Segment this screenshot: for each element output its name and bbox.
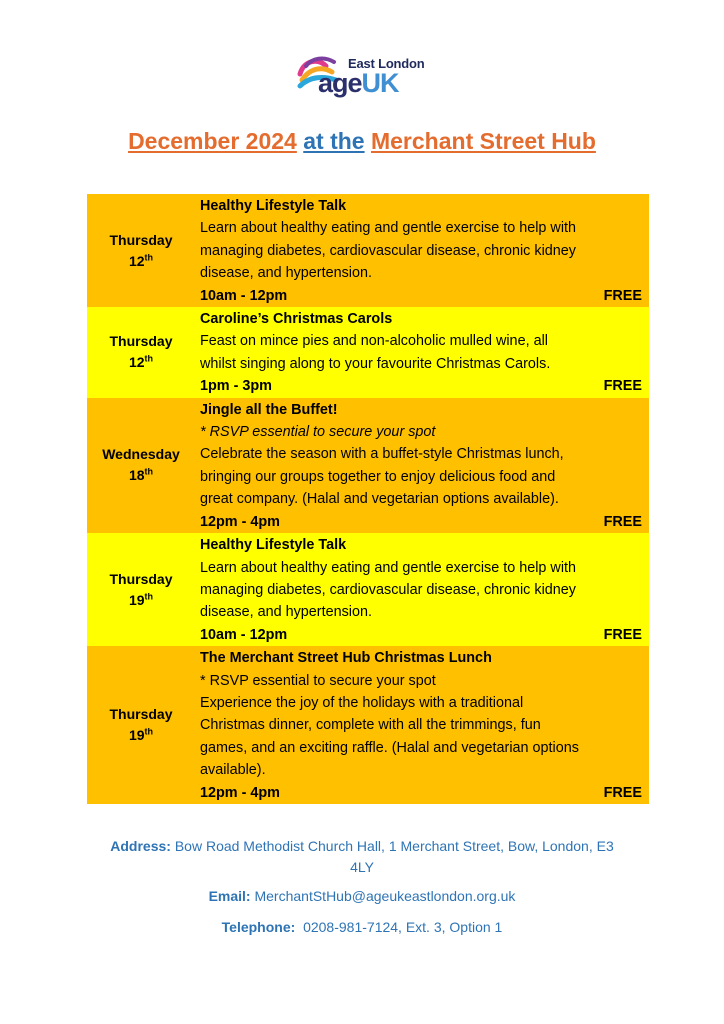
event-description: Learn about healthy eating and gentle exercise to help with managing diabetes, cardiovascular disease, chronic kidney disease, and hypertension. [200,220,577,282]
telephone-label: Telephone: [221,919,296,935]
email-label: Email: [208,888,251,904]
event-time: 1pm - 3pm [200,378,272,395]
event-rsvp-note: * RSVP essential to secure your spot [200,672,436,689]
event-time: 10am - 12pm [200,626,288,643]
event-date: Wednesday 18th [102,446,180,484]
event-date: Thursday 12th [109,231,173,269]
logo-brand: ageUK [318,68,399,98]
event-time: 12pm - 4pm [200,513,280,530]
age-uk-logo [296,50,436,100]
event-details [195,533,649,646]
event-details [195,646,649,804]
event-price: FREE [603,626,642,643]
page-title: December 2024 at the Merchant Street Hub [128,128,596,154]
events-table [87,194,649,804]
event-title: Healthy Lifestyle Talk [200,537,347,554]
event-description: Learn about healthy eating and gentle exercise to help with managing diabetes, cardiovascular disease, chronic kidney disease, and hypertension. [200,559,577,621]
event-time: 12pm - 4pm [200,784,280,801]
event-title: The Merchant Street Hub Christmas Lunch [200,650,492,667]
event-details [195,398,649,533]
event-row [87,398,649,533]
event-description: Celebrate the season with a buffet-style Christmas lunch, bringing our groups together to enjoy delicious food and great company. (Halal and vegetarian options available). [200,446,564,508]
event-row [87,646,649,804]
event-details [195,307,649,398]
event-rsvp-note: * RSVP essential to secure your spot [200,424,436,441]
event-details [195,194,649,307]
address-label: Address: [110,838,171,854]
event-row [87,194,649,307]
event-date: Thursday 19th [109,706,173,744]
address-line-2: 4LY [350,859,374,875]
logo-org-name: East London [348,56,425,71]
event-title: Jingle all the Buffet! [200,401,338,418]
address-line-1: Bow Road Methodist Church Hall, 1 Merchant Street, Bow, London, E3 [174,838,614,854]
address [0,836,724,878]
telephone [0,919,724,935]
email-address[interactable]: MerchantStHub@ageukeastlondon.org.uk [254,888,516,904]
event-date: Thursday 12th [109,333,173,371]
event-date: Thursday 19th [109,570,173,608]
event-description: Feast on mince pies and non-alcoholic mulled wine, all whilst singing along to your favourite Christmas Carols. [200,333,551,372]
event-time: 10am - 12pm [200,287,288,304]
event-price: FREE [603,287,642,304]
event-price: FREE [603,378,642,395]
event-row [87,533,649,646]
event-price: FREE [603,513,642,530]
event-row [87,307,649,398]
event-description: Experience the joy of the holidays with a traditional Christmas dinner, complete with all the trimmings, fun games, and an exciting raffle. (Halal and vegetarian options available). [200,694,579,779]
telephone-number[interactable]: 0208-981-7124, Ext. 3, Option 1 [303,919,503,935]
email [0,888,724,904]
event-title: Caroline’s Christmas Carols [200,311,393,328]
event-title: Healthy Lifestyle Talk [200,198,347,214]
event-price: FREE [603,784,642,801]
